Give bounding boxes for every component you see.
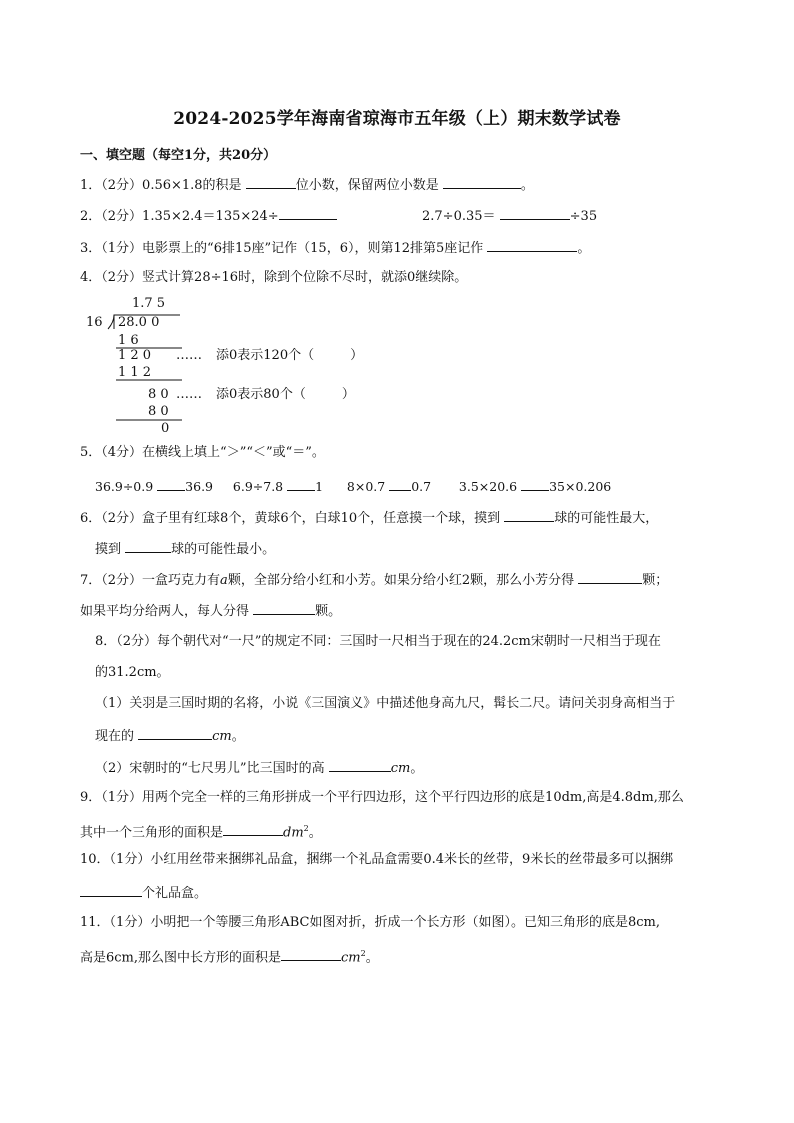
question-5: 5．（4分）在横线上填上“＞”“＜”或“＝”。 bbox=[80, 445, 325, 460]
compare-blank[interactable] bbox=[157, 478, 185, 491]
question-11: 11．（1分）小明把一个等腰三角形ABC如图对折，折成一个长方形（如图）。已知三角形的底是8cm, bbox=[80, 915, 660, 930]
question-1: 1．（2分）0.56×1.8的积是 位小数，保留两位小数是 。 bbox=[80, 178, 534, 193]
answer-blank[interactable] bbox=[443, 176, 521, 189]
partial-product: 1 6 bbox=[118, 333, 139, 348]
question-6-line-2: 摸到 球的可能性最小。 bbox=[95, 542, 276, 557]
answer-blank[interactable] bbox=[329, 759, 391, 772]
question-2-part-b: 2.7÷0.35＝ ÷35 bbox=[422, 209, 598, 224]
answer-blank[interactable] bbox=[253, 602, 315, 615]
final-remainder: 0 bbox=[161, 421, 170, 436]
question-4: 4．（2分）竖式计算28÷16时，除到个位除不尽时，就添0继续除。 bbox=[80, 270, 468, 285]
answer-blank[interactable] bbox=[500, 207, 570, 220]
question-11-line-2: 高是6cm,那么图中长方形的面积是 $cm^2$。 bbox=[80, 949, 379, 966]
answer-blank[interactable] bbox=[246, 176, 296, 189]
long-division-diagram bbox=[86, 292, 406, 438]
question-8: 8．（2分）每个朝代对“一尺”的规定不同：三国时一尺相当于现在的24.2cm宋朝时一尺相当于现在 bbox=[95, 634, 661, 649]
page-title: 2024-2025学年海南省琼海市五年级（上）期末数学试卷 bbox=[173, 109, 621, 129]
remainder-line: 1 2 0 bbox=[118, 348, 152, 363]
question-8-part-1: （1）关羽是三国时期的名将，小说《三国演义》中描述他身高九尺，髯长二尺。请问关羽身高相当于 bbox=[95, 696, 676, 711]
answer-blank[interactable] bbox=[125, 540, 171, 553]
question-7: 7．（2分）一盒巧克力有a颗，全部分给小红和小芳。如果分给小红2颗，那么小芳分得 颗； bbox=[80, 573, 669, 588]
question-8-part-2: （2）宋朝时的“七尺男儿”比三国时的高 cm。 bbox=[95, 761, 424, 776]
question-9-line-2: 其中一个三角形的面积是 $dm^2$。 bbox=[80, 824, 322, 841]
question-5-comparisons: 36.9÷0.9 36.9 6.9÷7.8 1 8×0.7 0.7 3.5×20.6 35×0.206 bbox=[95, 479, 612, 494]
answer-blank[interactable] bbox=[578, 571, 642, 584]
question-8-line-2: 的31.2cm。 bbox=[95, 665, 170, 680]
dots: …… bbox=[176, 348, 202, 363]
dividend: 28.0 0 bbox=[118, 315, 160, 330]
compare-blank[interactable] bbox=[389, 478, 411, 491]
divisor: 16 bbox=[86, 315, 103, 330]
note-2: 添0表示80个（ ） bbox=[216, 387, 355, 402]
question-3: 3．（1分）电影票上的“6排15座”记作（15，6），则第12排第5座记作 。 bbox=[80, 241, 591, 256]
question-8-part-1-answer: 现在的 cm。 bbox=[95, 729, 245, 744]
remainder-line: 8 0 bbox=[148, 387, 169, 402]
question-6: 6．（2分）盒子里有红球8个，黄球6个，白球10个，任意摸一个球，摸到 球的可能性最大， bbox=[80, 511, 659, 526]
answer-blank[interactable] bbox=[281, 948, 341, 961]
answer-blank[interactable] bbox=[279, 207, 337, 220]
partial-product: 1 1 2 bbox=[118, 365, 152, 380]
partial-product: 8 0 bbox=[148, 404, 169, 419]
answer-blank[interactable] bbox=[223, 823, 283, 836]
question-7-line-2: 如果平均分给两人，每人分得 颗。 bbox=[80, 604, 342, 619]
dots: …… bbox=[176, 387, 202, 402]
question-10: 10．（1分）小红用丝带来捆绑礼品盒，捆绑一个礼品盒需要0.4米长的丝带，9米长的丝带最多可以捆绑 bbox=[80, 852, 674, 867]
answer-blank[interactable] bbox=[138, 727, 212, 740]
answer-blank[interactable] bbox=[487, 239, 577, 252]
answer-blank[interactable] bbox=[80, 884, 142, 897]
note-1: 添0表示120个（ ） bbox=[216, 348, 364, 363]
answer-blank[interactable] bbox=[504, 509, 554, 522]
question-2: 2．（2分）1.35×2.4＝135×24÷ bbox=[80, 207, 337, 225]
compare-blank[interactable] bbox=[287, 478, 315, 491]
question-10-line-2: 个礼品盒。 bbox=[80, 884, 207, 902]
question-9: 9．（1分）用两个完全一样的三角形拼成一个平行四边形，这个平行四边形的底是10dm,高是4.8dm,那么 bbox=[80, 790, 684, 805]
quotient: 1.7 5 bbox=[132, 296, 166, 311]
compare-blank[interactable] bbox=[521, 478, 549, 491]
section-heading: 一、填空题（每空1分，共20分） bbox=[80, 148, 277, 163]
